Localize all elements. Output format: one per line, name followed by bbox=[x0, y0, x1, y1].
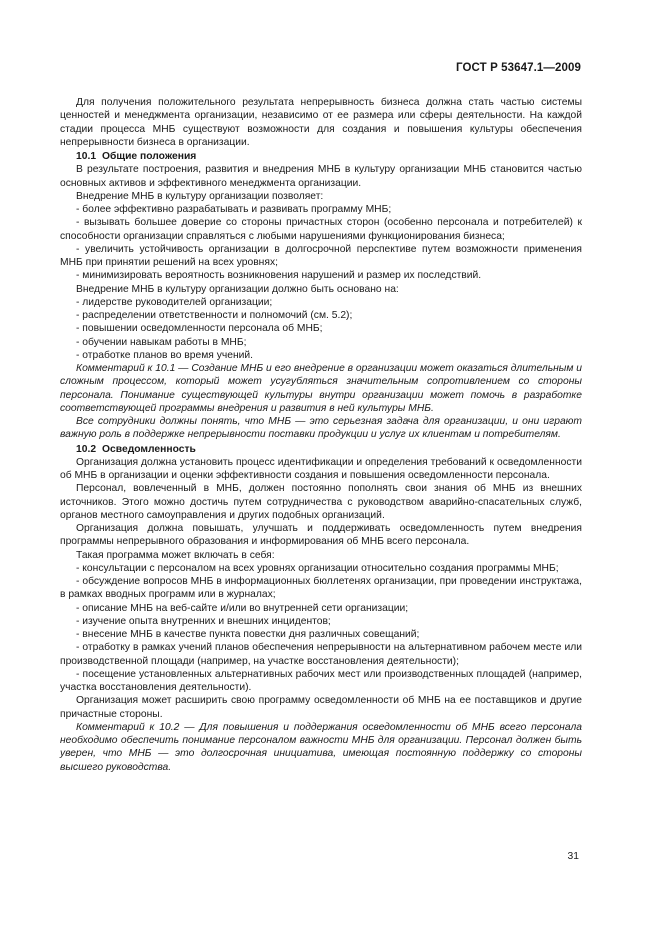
body-paragraph: - распределении ответственности и полномочий (см. 5.2); bbox=[76, 310, 353, 321]
body-paragraph: - повышении осведомленности персонала об МНБ; bbox=[76, 323, 323, 335]
section-title: Осведомленность bbox=[102, 443, 196, 455]
body-paragraph: - обсуждение вопросов МНБ в информационных бюллетенях организации, при проведении инструктажа, в рамках вводных программ или в журналах; bbox=[60, 576, 582, 601]
section-heading bbox=[60, 150, 582, 163]
section-number: 10.1 bbox=[76, 151, 97, 162]
body-paragraph: Внедрение МНБ в культуру организации должно быть основано на: bbox=[76, 283, 399, 295]
section-number: 10.2 bbox=[76, 443, 97, 455]
body-paragraph: - отработке планов во время учений. bbox=[76, 349, 254, 361]
body-paragraph: - обучении навыкам работы в МНБ; bbox=[76, 336, 247, 348]
body-paragraph: - увеличить устойчивость организации в долгосрочной перспективе путем возможности применения МНБ при принятии решений на всех уровнях; bbox=[60, 243, 582, 268]
comment-paragraph: Все сотрудники должны понять, что МНБ — это серьезная задача для организации, и они играют важную роль в поддержке непрерывности поставки продукции и услуг их клиентам и потребителям. bbox=[60, 416, 582, 441]
body-paragraph: - отработку в рамках учений планов обеспечения непрерывности на альтернативном рабочем месте или производственной площади (например, на участке восстановления деятельности); bbox=[60, 642, 582, 667]
body-paragraph: - описание МНБ на веб-сайте и/или во внутренней сети организации; bbox=[76, 602, 409, 614]
document-body bbox=[60, 96, 582, 774]
body-paragraph: В результате построения, развития и внедрения МНБ в культуру организации МНБ становится частью основных активов и эффективного менеджмента организации. bbox=[60, 164, 582, 189]
body-paragraph: Внедрение МНБ в культуру организации позволяет: bbox=[76, 190, 324, 202]
section-heading bbox=[60, 443, 582, 456]
standard-number: ГОСТ Р 53647.1—2009 bbox=[456, 62, 581, 74]
comment-paragraph: Комментарий к 10.2 — Для повышения и поддержания осведомленности об МНБ всего персонала необходимо обеспечить понимание персоналом важности МНБ для организации. Персонал должен быть уверен, что МНБ — это долгосрочная инициатива, имеющая постоянную поддержку со стороны высшего руководства. bbox=[60, 721, 582, 773]
body-paragraph: Организация должна повышать, улучшать и поддерживать осведомленность путем внедрения программы непрерывного образования и информирования об МНБ всего персонала. bbox=[60, 523, 582, 548]
body-paragraph: Персонал, вовлеченный в МНБ, должен постоянно пополнять свои знания об МНБ из внешних источников. Этого можно достичь путем сотрудничества с руководством аварийно-спасательных служб, органов местного самоуправления и других подобных организаций. bbox=[60, 483, 582, 521]
body-paragraph: Организация может расширить свою программу осведомленности об МНБ на ее поставщиков и другие причастные стороны. bbox=[60, 695, 582, 720]
body-paragraph: - консультации с персоналом на всех уровнях организации относительно создания программы МНБ; bbox=[76, 562, 559, 574]
body-paragraph: Организация должна установить процесс идентификации и определения требований к осведомленности об МНБ в организации и оценки эффективности создания и повышения осведомленности персонала. bbox=[60, 456, 582, 481]
body-paragraph: - более эффективно разрабатывать и развивать программу МНБ; bbox=[76, 204, 392, 215]
body-paragraph: - изучение опыта внутренних и внешних инцидентов; bbox=[76, 615, 331, 627]
page-number: 31 bbox=[567, 851, 579, 862]
body-paragraph: Такая программа может включать в себя: bbox=[76, 549, 275, 561]
body-paragraph: - внесение МНБ в качестве пункта повестки дня различных совещаний; bbox=[76, 629, 420, 640]
body-paragraph: - посещение установленных альтернативных рабочих мест или производственных площадей (например, участка восстановления деятельности). bbox=[60, 668, 582, 693]
body-paragraph: - вызывать большее доверие со стороны причастных сторон (особенно персонала и потребителей) к способности организации справляться с любыми нарушениями функционирования бизнеса; bbox=[60, 217, 582, 242]
body-paragraph: Для получения положительного результата непрерывность бизнеса должна стать частью системы ценностей и менеджмента организации, независимо от ее размера или сферы деятельности. На каждой стадии процесса МНБ существуют возможности для создания и повышения культуры обеспечения непрерывности бизнеса в организации. bbox=[60, 97, 582, 148]
body-paragraph: - минимизировать вероятность возникновения нарушений и размер их последствий. bbox=[76, 270, 482, 282]
section-title: Общие положения bbox=[102, 151, 197, 162]
body-paragraph: - лидерстве руководителей организации; bbox=[76, 296, 273, 308]
comment-paragraph: Комментарий к 10.1 — Создание МНБ и его внедрение в организации может оказаться длительным и сложным процессом, который может усугубляться значительным сопротивлением со стороны персонала. Понимание существующей культуры внутри организации может помочь в разработке соответствующей программы внедрения и развития в ней культуры МНБ. bbox=[60, 363, 582, 414]
